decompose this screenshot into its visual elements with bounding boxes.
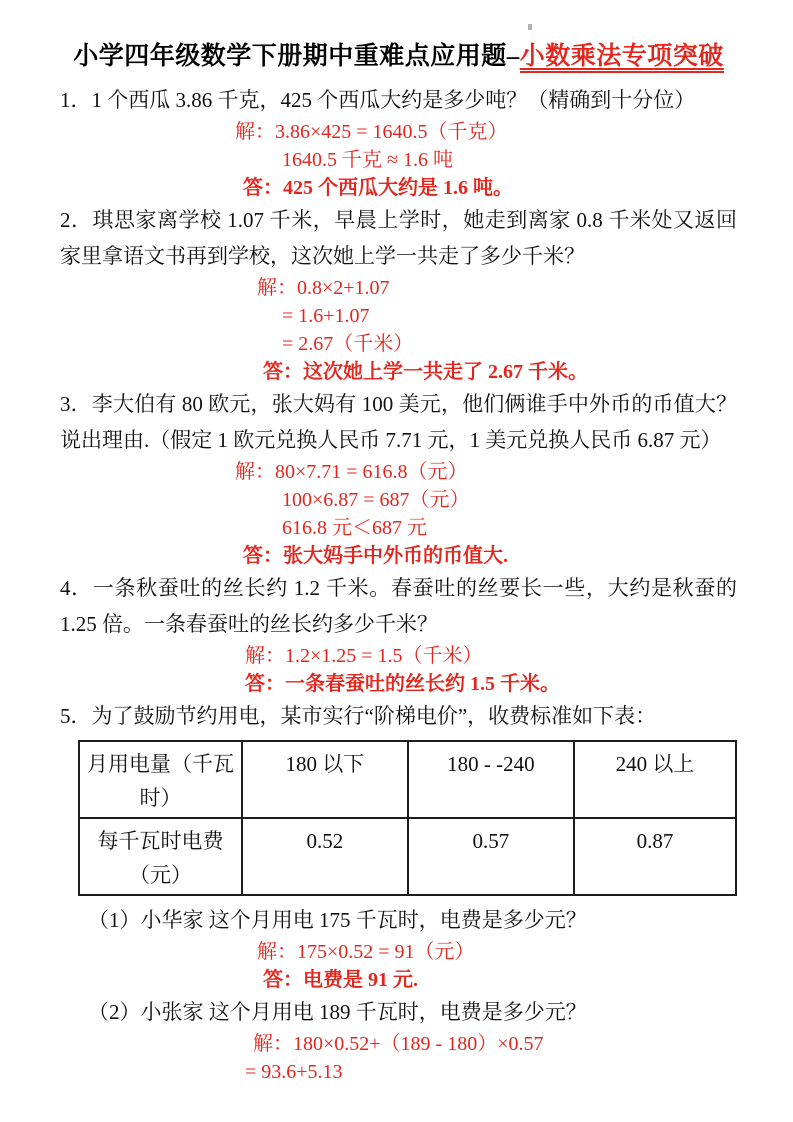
problem-2-question: 2．琪思家离学校 1.07 千米，早晨上学时，她走到离家 0.8 千米处又返回家里拿语文书再到学校，这次她上学一共走了多少千米？ <box>60 208 737 268</box>
price-label-line-2: （元） <box>128 863 192 887</box>
problem-1-answer-line: 答：425 个西瓜大约是 1.6 吨。 <box>243 177 513 199</box>
sub-1-solution-line-1: 解：175×0.52 = 91（元） <box>257 941 475 963</box>
problem-4-answer-line: 答：一条春蚕吐的丝长约 1.5 千米。 <box>245 673 560 695</box>
problem-2-solution-line-1: 解：0.8×2+1.07 <box>257 277 390 299</box>
tier-3-header-cell: 240 以上 <box>574 741 736 818</box>
problem-5-intro: 5．为了鼓励节约用电，某市实行“阶梯电价”，收费标准如下表： <box>60 704 657 728</box>
problem-5 <box>60 698 737 1086</box>
problem-5-sub-1 <box>60 902 737 994</box>
sub-2-solution-line-1: 解：180×0.52+（189 - 180）×0.57 <box>253 1033 544 1055</box>
tier-1-header-cell: 180 以下 <box>242 741 408 818</box>
page-title <box>60 40 737 74</box>
sub-question-1: （1）小华家 这个月用电 175 千瓦时，电费是多少元？ <box>88 908 587 932</box>
tier-3-price-cell: 0.87 <box>574 818 736 895</box>
problem-3-solution-line-3: 616.8 元＜687 元 <box>282 517 427 539</box>
electricity-rate-table <box>78 740 737 896</box>
problem-5-sub-2 <box>60 994 737 1086</box>
problem-3-answer-line: 答：张大妈手中外币的币值大. <box>243 545 508 567</box>
problem-2-answer-line: 答：这次她上学一共走了 2.67 千米。 <box>263 361 588 383</box>
sub-question-2: （2）小张家 这个月用电 189 千瓦时，电费是多少元？ <box>88 1000 587 1024</box>
page-artifact-mark <box>528 24 532 30</box>
problem-4 <box>60 570 737 698</box>
problem-3 <box>60 386 737 570</box>
title-main-text: 小学四年级数学下册期中重难点应用题– <box>73 43 520 70</box>
problem-4-solution-line-1: 解：1.2×1.25 = 1.5（千米） <box>245 645 483 667</box>
problem-4-question: 4．一条秋蚕吐的丝长约 1.2 千米。春蚕吐的丝要长一些，大约是秋蚕的 1.25 倍。一条春蚕吐的丝长约多少千米？ <box>60 576 737 636</box>
problem-3-solution-line-1: 解：80×7.71 = 616.8（元） <box>235 461 468 483</box>
usage-header-cell <box>79 741 242 818</box>
usage-header-line-2: 时） <box>139 786 182 810</box>
problem-1-question: 1．1 个西瓜 3.86 千克，425 个西瓜大约是多少吨？（精确到十分位） <box>60 88 696 112</box>
problem-2 <box>60 202 737 386</box>
tier-2-header-cell: 180 - -240 <box>408 741 574 818</box>
problem-1-solution-line-2: 1640.5 千克 ≈ 1.6 吨 <box>282 149 453 171</box>
price-label-cell <box>79 818 242 895</box>
problem-2-solution-line-2: = 1.6+1.07 <box>282 305 370 327</box>
tier-1-price-cell: 0.52 <box>242 818 408 895</box>
sub-2-solution-line-2: = 93.6+5.13 <box>245 1061 343 1083</box>
problem-1 <box>60 82 737 202</box>
title-highlight-text: 小数乘法专项突破 <box>520 43 724 73</box>
problem-1-solution-line-1: 解：3.86×425 = 1640.5（千克） <box>235 121 508 143</box>
price-label-line-1: 每千瓦时电费 <box>97 829 224 853</box>
problem-3-solution-line-2: 100×6.87 = 687（元） <box>282 489 470 511</box>
tier-2-price-cell: 0.57 <box>408 818 574 895</box>
problem-2-solution-line-3: = 2.67（千米） <box>282 333 414 355</box>
usage-header-line-1: 月用电量（千瓦 <box>86 752 234 776</box>
sub-1-answer-line: 答：电费是 91 元. <box>263 969 418 991</box>
problem-3-question: 3．李大伯有 80 欧元，张大妈有 100 美元，他们俩谁手中外币的币值大？说出理由.（假定 1 欧元兑换人民币 7.71 元，1 美元兑换人民币 6.87 元） <box>60 392 737 452</box>
rate-table-price-row <box>79 818 736 895</box>
rate-table-header-row <box>79 741 736 818</box>
